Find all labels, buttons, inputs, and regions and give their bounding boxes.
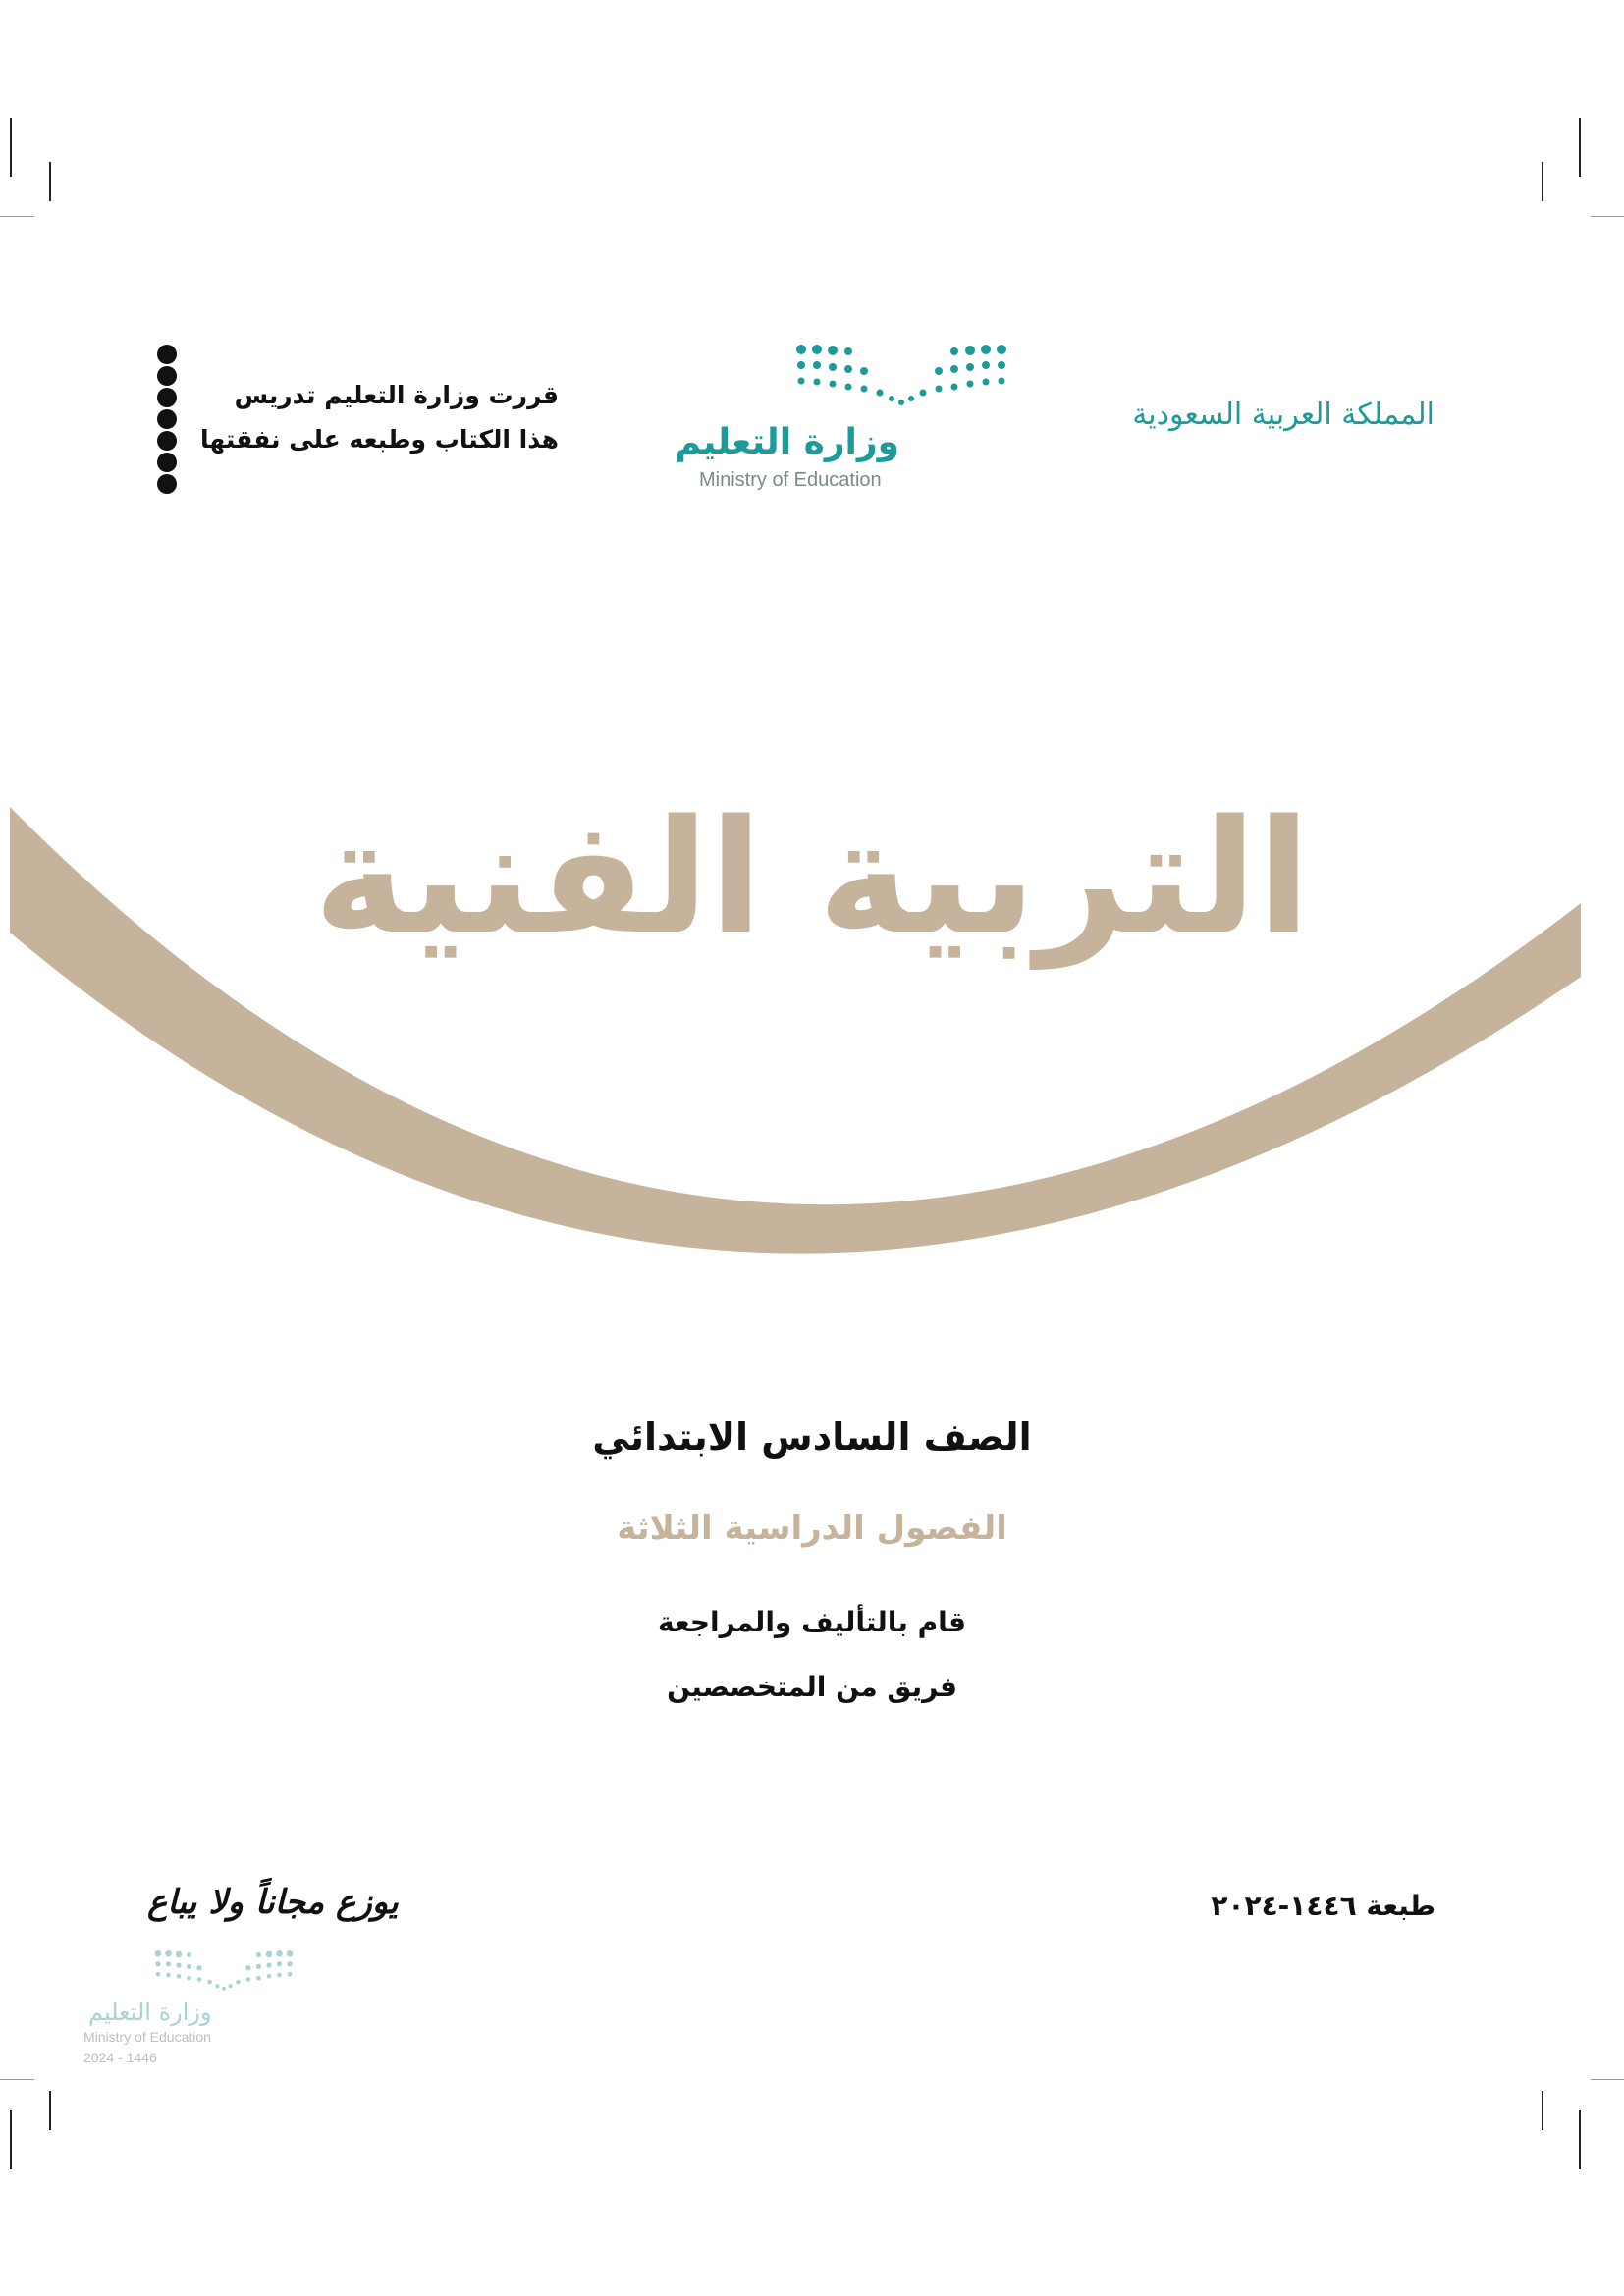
- ministry-name-en: Ministry of Education: [699, 469, 882, 491]
- ministry-name-ar-faded: وزارة التعليم: [88, 1999, 212, 2026]
- free-distribution-label: يوزع مجاناً ولا يباع: [147, 1883, 399, 1922]
- ministry-year-faded: 2024 - 1446: [83, 2050, 157, 2065]
- crop-mark: [1579, 2110, 1581, 2169]
- crop-mark: [49, 2091, 51, 2130]
- crop-mark: [10, 2110, 12, 2169]
- crop-mark: [1579, 118, 1581, 177]
- crop-mark: [1542, 2091, 1543, 2130]
- crop-mark: [49, 162, 51, 201]
- kingdom-name: المملكة العربية السعودية: [1132, 398, 1435, 432]
- crop-mark: [0, 2079, 34, 2080]
- ministry-name-en-faded: Ministry of Education: [83, 2029, 211, 2045]
- authors-line-1: قام بالتأليف والمراجعة: [658, 1606, 966, 1638]
- book-title: التربية الفنية: [313, 785, 1311, 969]
- ministry-logo-icon: [793, 342, 1009, 410]
- crop-mark: [0, 216, 34, 217]
- crop-mark: [1591, 216, 1624, 217]
- decree-line-1: قررت وزارة التعليم تدريس: [234, 381, 559, 409]
- grade-label: الصف السادس الابتدائي: [592, 1415, 1032, 1459]
- terms-label: الفصول الدراسية الثلاثة: [617, 1509, 1007, 1548]
- ministry-name-ar: وزارة التعليم: [675, 422, 899, 462]
- edition-label: طبعة ١٤٤٦-٢٠٢٤: [1211, 1890, 1435, 1922]
- ministry-logo-faded-icon: [152, 1949, 296, 1994]
- crop-mark: [1591, 2079, 1624, 2080]
- crop-mark: [1542, 162, 1543, 201]
- authors-line-2: فريق من المتخصصين: [667, 1671, 957, 1703]
- decree-line-2: هذا الكتاب وطبعه على نفقتها: [200, 425, 559, 454]
- crop-mark: [10, 118, 12, 177]
- dots-column-icon: [155, 344, 179, 496]
